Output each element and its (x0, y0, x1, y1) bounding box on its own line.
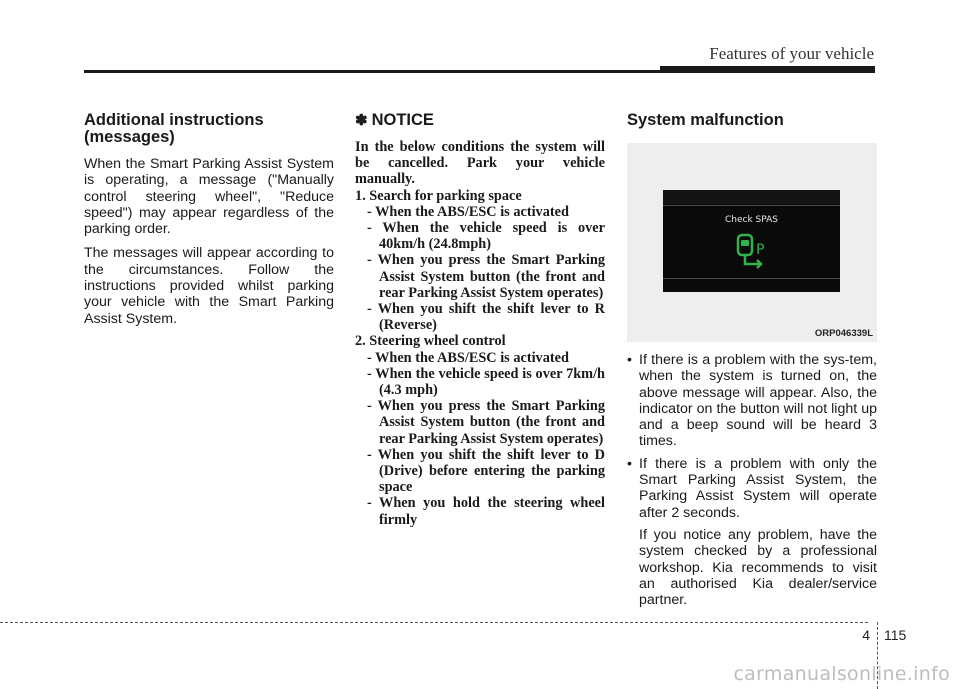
bullet-icon: • (627, 352, 632, 368)
notice-item: - When the ABS/ESC is activated (367, 203, 569, 220)
screen-divider (663, 278, 840, 279)
watermark: carmanualsonline.info (733, 663, 950, 685)
notice-item: - When you press the Smart Parking Assist System button (the front and rear Parking Assist System operates) (367, 252, 605, 301)
notice-item: - When the vehicle speed is over 7km/h (4.3 mph) (367, 365, 605, 399)
section-heading-additional-instructions: Additional instructions (messages) (84, 111, 264, 146)
notice-item: - When the ABS/ESC is activated (367, 349, 569, 366)
column-system-malfunction (627, 112, 877, 614)
list-item-text: If there is a problem with only the Smart Parking Assist System, the Parking Assist System will operate after 2 seconds. (639, 455, 877, 521)
paragraph: When the Smart Parking Assist System is operating, a message ("Manually control steering wheel", "Reduce speed") may appear regardless of the parking order. (84, 156, 334, 238)
notice-section-2: 2. Steering wheel control (355, 333, 506, 350)
list-item-text: If there is a problem with the sys-tem, when the system is turned on, the above message will appear. Also, the indicator on the button will not light up and a beep sound will be heard 3 times. (639, 352, 877, 450)
figure-caption: ORP046339L (814, 328, 873, 339)
malfunction-list (627, 352, 877, 608)
list-item (627, 352, 877, 450)
notice-item: - When the vehicle speed is over 40km/h (24.8mph) (367, 220, 605, 253)
paragraph: The messages will appear according to the circumstances. Follow the instructions provided whilst parking your vehicle with the Smart Parking Assist System. (84, 245, 334, 327)
notice-item: - When you shift the shift lever to D (Drive) before entering the parking space (367, 446, 605, 496)
section-heading-system-malfunction: System malfunction (627, 111, 784, 129)
spas-indicator-icon (734, 232, 774, 272)
cluster-display-figure (627, 143, 877, 342)
notice-section-1: 1. Search for parking space (355, 187, 522, 204)
header-rule-accent (660, 66, 875, 73)
column-additional-instructions (84, 112, 334, 335)
notice-star-icon: ✽ (355, 112, 368, 129)
display-message: Check SPAS (725, 215, 778, 225)
screen-top-bar (663, 190, 840, 204)
spas-icon-letter: P (756, 242, 765, 258)
notice-item: - When you hold the steering wheel firmly (367, 495, 605, 528)
list-item (627, 456, 877, 609)
notice-intro: In the below conditions the system will be cancelled. Park your vehicle manually. (355, 139, 605, 188)
list-item-followup: If you notice any problem, have the system checked by a professional workshop. Kia recommends to visit an authorised Kia dealer/service partner. (639, 526, 877, 609)
cluster-display-screen (663, 190, 840, 292)
notice-heading (355, 112, 605, 129)
notice-item: - When you shift the shift lever to R (Reverse) (367, 301, 605, 334)
notice-item: - When you press the Smart Parking Assist System button (the front and rear Parking Assist System operates) (367, 398, 605, 447)
bullet-icon: • (627, 455, 632, 472)
footer-rule (0, 622, 868, 623)
notice-body (355, 139, 605, 528)
screen-divider (663, 205, 840, 206)
header-title: Features of your vehicle (709, 44, 874, 63)
page-number: 115 (884, 627, 907, 643)
chapter-number: 4 (862, 627, 870, 643)
column-notice (355, 112, 605, 528)
notice-title: NOTICE (371, 111, 434, 129)
